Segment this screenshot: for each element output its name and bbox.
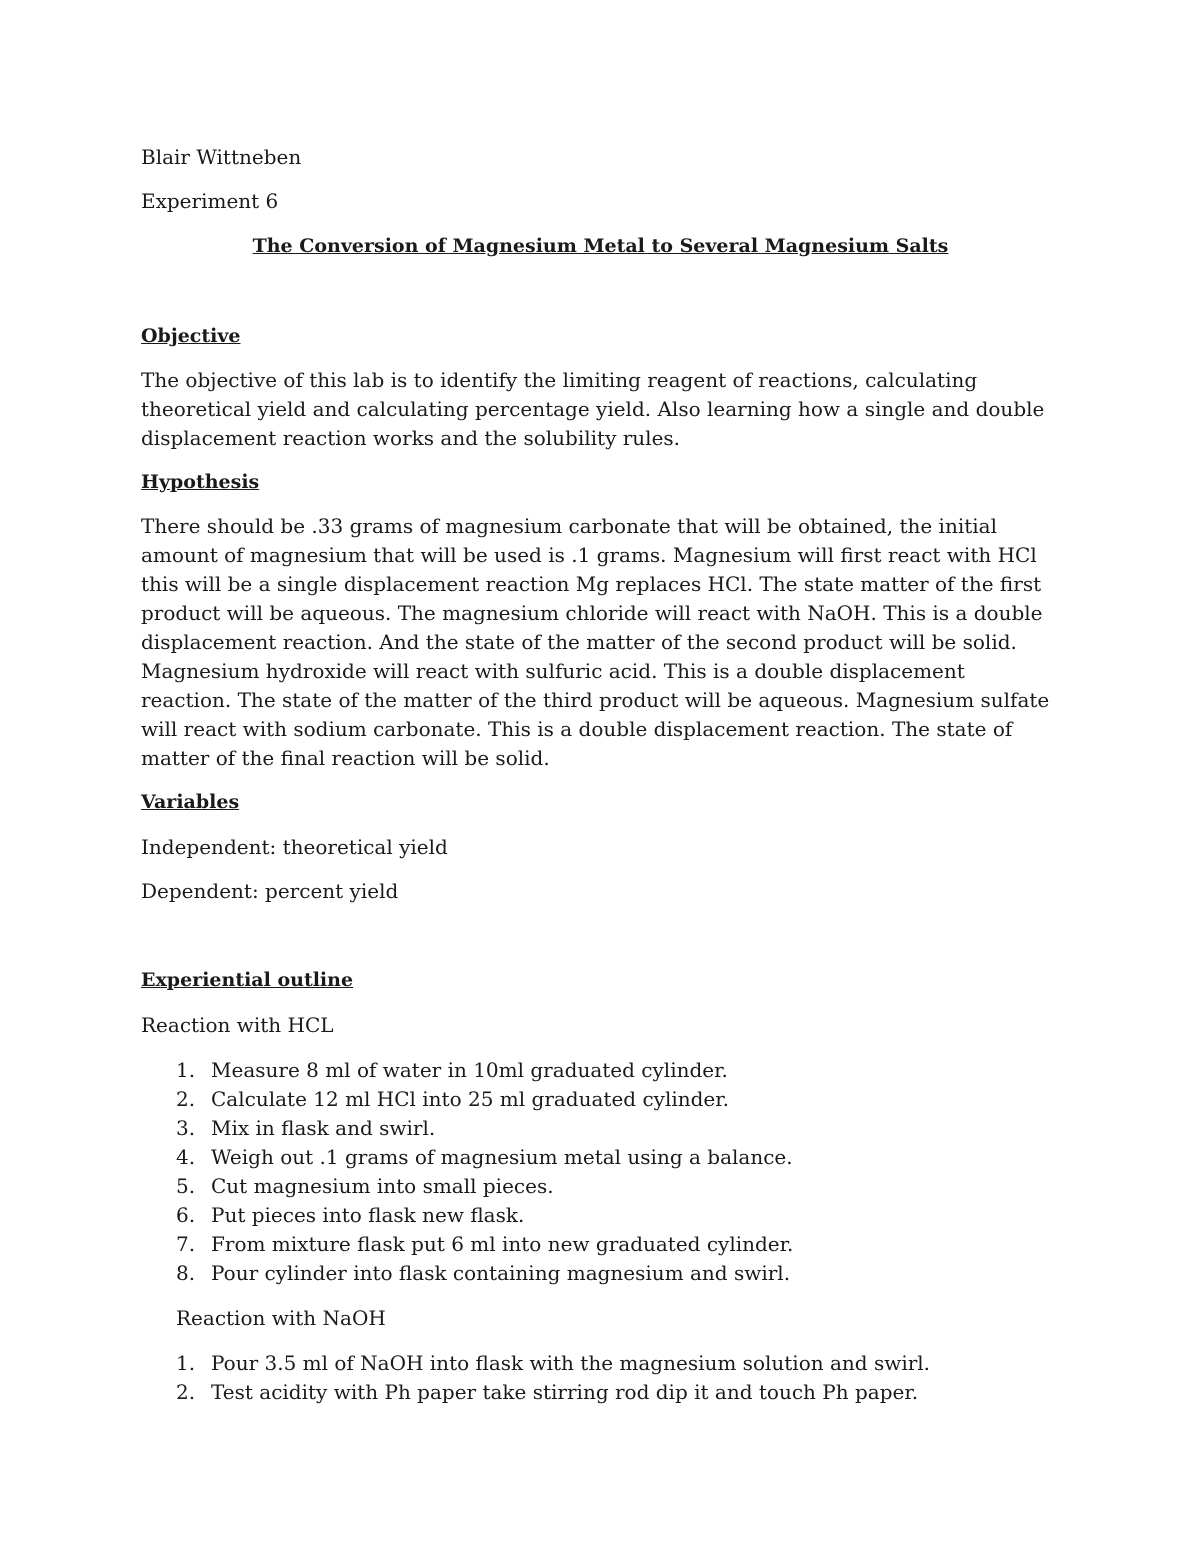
list-item [141,1349,1060,1378]
list-item [141,1085,1060,1114]
list-item [141,1201,1060,1230]
list-item [141,1259,1060,1288]
list-text: From mixture flask put 6 ml into new graduated cylinder. [211,1232,794,1256]
independent-variable: Independent: theoretical yield [141,835,448,859]
list-item [141,1230,1060,1259]
list-item [141,1143,1060,1172]
outline-heading: Experiential outline [141,969,354,991]
naoh-subheading: Reaction with NaOH [176,1306,386,1330]
list-number: 8. [176,1261,196,1285]
hcl-subheading: Reaction with HCL [141,1013,334,1037]
list-number: 1. [176,1351,196,1375]
list-text: Calculate 12 ml HCl into 25 ml graduated cylinder. [211,1087,729,1111]
author-name: Blair Wittneben [141,145,302,169]
list-number: 5. [176,1174,196,1198]
list-number: 3. [176,1116,196,1140]
list-text: Put pieces into flask new flask. [211,1203,525,1227]
list-item [141,1172,1060,1201]
hypothesis-heading: Hypothesis [141,471,260,493]
list-number: 1. [176,1058,196,1082]
list-text: Pour 3.5 ml of NaOH into flask with the magnesium solution and swirl. [211,1351,931,1375]
dependent-variable: Dependent: percent yield [141,879,399,903]
list-item [141,1378,1060,1407]
experiment-number: Experiment 6 [141,189,279,213]
objective-heading: Objective [141,325,241,347]
list-text: Weigh out .1 grams of magnesium metal using a balance. [211,1145,793,1169]
list-number: 4. [176,1145,196,1169]
hcl-steps-list [141,1056,1060,1288]
list-number: 2. [176,1380,196,1404]
list-number: 2. [176,1087,196,1111]
objective-text: The objective of this lab is to identify the limiting reagent of reactions, calculating theoretical yield and calculating percentage yield. Also learning how a single and double displacement reaction works and the solubility rules. [141,368,1045,450]
list-text: Pour cylinder into flask containing magnesium and swirl. [211,1261,791,1285]
document-title: The Conversion of Magnesium Metal to Several Magnesium Salts [252,235,949,257]
list-text: Measure 8 ml of water in 10ml graduated cylinder. [211,1058,728,1082]
list-text: Mix in flask and swirl. [211,1116,436,1140]
list-text: Cut magnesium into small pieces. [211,1174,554,1198]
list-number: 6. [176,1203,196,1227]
list-item [141,1056,1060,1085]
list-text: Test acidity with Ph paper take stirring rod dip it and touch Ph paper. [211,1380,919,1404]
variables-heading: Variables [141,791,240,813]
hypothesis-text: There should be .33 grams of magnesium carbonate that will be obtained, the initial amount of magnesium that will be used is .1 grams. Magnesium will first react with HCl this will be a single displacement reaction Mg replaces HCl. The state matter of the first product will be aqueous. The magnesium chloride will react with NaOH. This is a double displacement reaction. And the state of the matter of the second product will be solid. Magnesium hydroxide will react with sulfuric acid. This is a double displacement reaction. The state of the matter of the third product will be aqueous. Magnesium sulfate will react with sodium carbonate. This is a double displacement reaction. The state of matter of the final reaction will be solid. [141,514,1050,770]
list-number: 7. [176,1232,196,1256]
naoh-steps-list [141,1349,1060,1407]
list-item [141,1114,1060,1143]
